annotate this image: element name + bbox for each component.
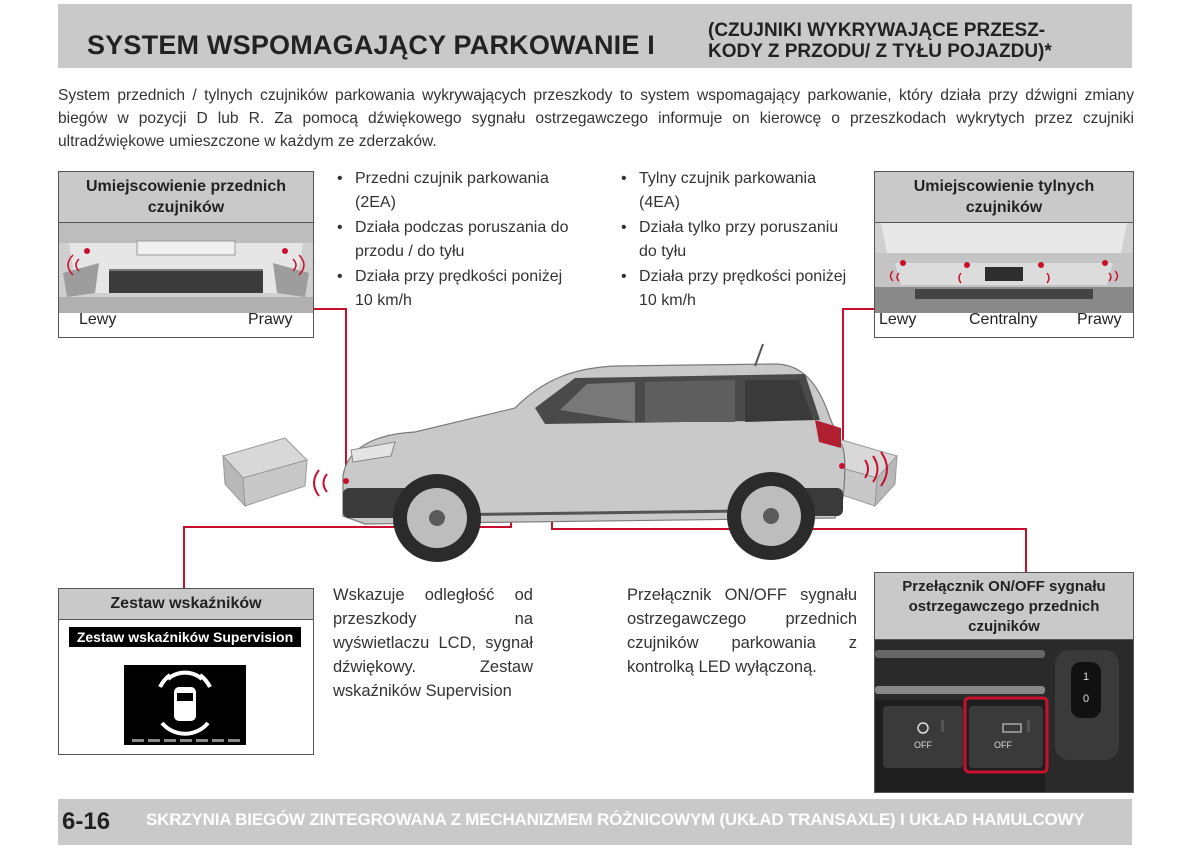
- front-wheel: [393, 474, 481, 562]
- rear-bullet-1: • Tylny czujnik parkowania (4EA): [619, 167, 859, 215]
- rear-left-label: Lewy: [879, 311, 917, 328]
- switch-btn1-label: OFF: [914, 740, 932, 750]
- rear-right-label: Prawy: [1077, 311, 1122, 328]
- page-number: 6-16: [62, 808, 111, 835]
- switch-title: Przełącznik ON/OFF sygnału ostrzegawczego przednich czujników: [875, 573, 1133, 640]
- switch-btn2-label: OFF: [994, 740, 1012, 750]
- front-sensor-bullets: [335, 167, 575, 314]
- front-obstacle-box: [223, 438, 307, 506]
- rear-sensor-bullets: [619, 167, 859, 314]
- front-bullet-1: • Przedni czujnik parkowania (2EA): [335, 167, 575, 215]
- cluster-sub-label: Zestaw wskaźników Supervision: [69, 627, 301, 647]
- cluster-image: [69, 627, 301, 745]
- front-sensor-box: [58, 171, 314, 338]
- front-bullet-3: • Działa przy prędkości poniżej 10 km/h: [335, 265, 575, 313]
- front-bullet-2: • Działa podczas poruszania do przodu / do tyłu: [335, 216, 575, 264]
- front-sensor-title: Umiejscowienie przednich czujników: [59, 172, 313, 223]
- connector-switch-drop: [1025, 528, 1027, 572]
- footer-chapter-title: SKRZYNIA BIEGÓW ZINTEGROWANA Z MECHANIZMEM RÓŻNICOWYM (UKŁAD TRANSAXLE) I UKŁAD HAMULCOWY: [146, 810, 1085, 829]
- knob-bottom-label: 0: [1082, 693, 1090, 705]
- rear-bullet-3: • Działa przy prędkości poniżej 10 km/h: [619, 265, 859, 313]
- switch-panel-image: [875, 640, 1133, 792]
- cluster-title: Zestaw wskaźników: [59, 589, 313, 620]
- subtitle-line-1: (CZUJNIKI WYKRYWAJĄCE PRZESZ-: [708, 20, 1046, 41]
- knob-top-label: 1: [1082, 671, 1090, 683]
- switch-description: Przełącznik ON/OFF sygnału ostrzegawczego przednich czujników parkowania z kontrolką LED wyłączoną.: [627, 586, 857, 676]
- intro-paragraph: System przednich / tylnych czujników parkowania wykrywających przeszkody to system wspomagający parkowanie, który działa przy dźwigni zmiany biegów w pozycji D lub R. Za pomocą dźwiękowego sygnału ostrzegawczego informuje on kierowcę o przeszkodach wykrytych przez czujniki ultradźwiękowe umieszczone w każdym ze zderzaków.: [58, 87, 1134, 150]
- rear-bumper-image: [875, 223, 1133, 313]
- connector-cluster-drop: [183, 526, 185, 588]
- front-right-label: Prawy: [248, 311, 293, 328]
- rear-wheel: [727, 472, 815, 560]
- parking-display-icon: [124, 665, 246, 745]
- rear-sensor-title: Umiejscowienie tylnych czujników: [875, 172, 1133, 223]
- rear-sensor-box: [874, 171, 1134, 338]
- cluster-description: Wskazuje odległość od przeszkody na wyświetlaczu LCD, sygnał dźwiękowy. Zestaw wskaźników Supervision: [333, 586, 533, 700]
- cluster-box: [58, 588, 314, 755]
- front-sound-waves: [314, 470, 327, 496]
- switch-box: [874, 572, 1134, 793]
- rear-bullet-2: • Działa tylko przy poruszaniu do tyłu: [619, 216, 859, 264]
- car-illustration: [215, 338, 905, 578]
- rear-center-label: Centralny: [969, 311, 1038, 328]
- page-title: SYSTEM WSPOMAGAJĄCY PARKOWANIE I: [87, 30, 655, 60]
- front-bumper-image: [59, 223, 313, 313]
- page-subtitle: [708, 20, 1128, 62]
- subtitle-line-2: KODY Z PRZODU/ Z TYŁU POJAZDU)*: [708, 41, 1052, 62]
- front-left-label: Lewy: [79, 311, 117, 328]
